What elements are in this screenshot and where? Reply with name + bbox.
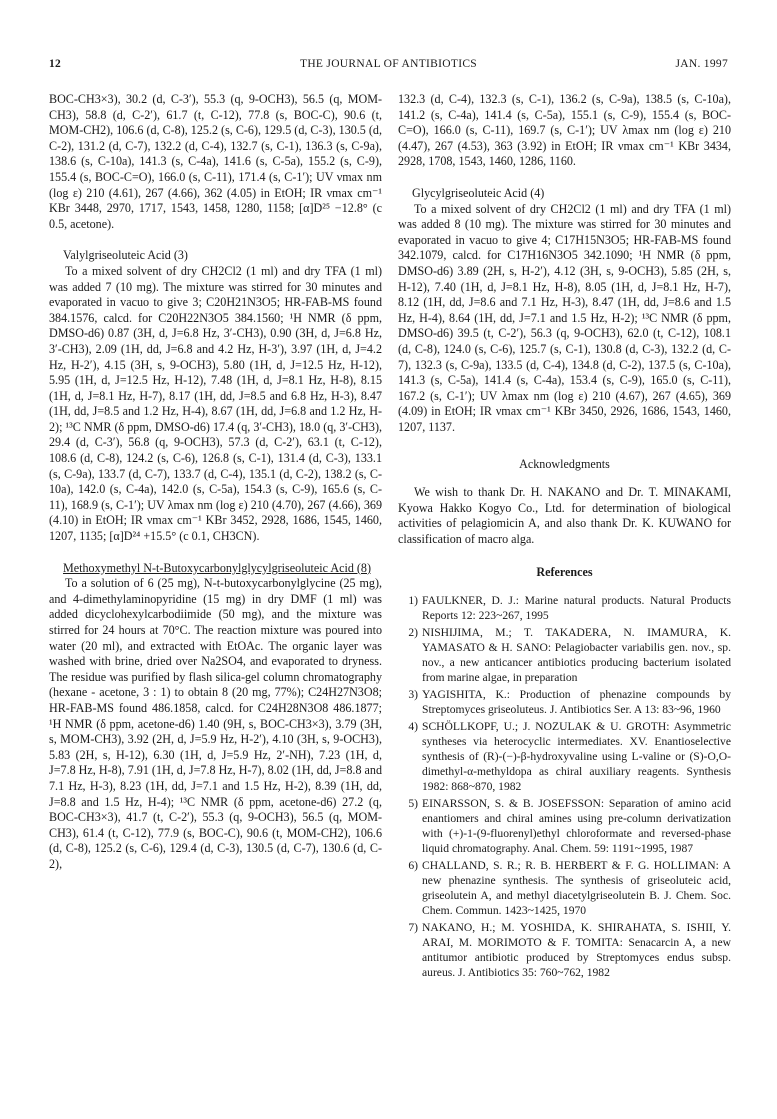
reference-number: 1) bbox=[408, 594, 418, 608]
left-column bbox=[49, 92, 382, 873]
reference-text: YAGISHITA, K.: Production of phenazine compounds by Streptomyces griseoluteus. J. Antibiotics Ser. A 13: 83~96, 1960 bbox=[422, 688, 731, 717]
continued-paragraph-right: 132.3 (d, C-4), 132.3 (s, C-1), 136.2 (s, C-9a), 138.5 (s, C-10a), 141.2 (s, C-4a), 141.4 (s, C-5a), 155.1 (s, C-9), 155.4 (s, BOC-C=O), 166.0 (s, C-11), 169.7 (s, C-1′); UV λmax nm (log ε) 210 (4.47), 267 (4.53), 363 (3.92) in EtOH; IR νmax cm⁻¹ KBr 3434, 2928, 1708, 1543, 1460, 1286, 1160. bbox=[398, 92, 731, 169]
reference-item bbox=[398, 687, 731, 717]
reference-number: 5) bbox=[408, 797, 418, 811]
references-list bbox=[398, 593, 731, 980]
reference-text: NAKANO, H.; M. YOSHIDA, K. SHIRAHATA, S. ISHII, Y. ARAI, M. MORIMOTO & F. TOMITA: Senacarcin A, a new antitumor antibiotic produced by Streptomyces endus subsp. aureus. J. Antibiotics 35: 760~762, 1982 bbox=[422, 921, 731, 980]
reference-text: FAULKNER, D. J.: Marine natural products. Natural Products Reports 12: 223~267, 1995 bbox=[422, 594, 731, 623]
section-heading-valyl: Valylgriseoluteic Acid (3) bbox=[63, 248, 188, 263]
reference-item bbox=[398, 719, 731, 794]
reference-number: 7) bbox=[408, 921, 418, 935]
valyl-paragraph: To a mixed solvent of dry CH2Cl2 (1 ml) and dry TFA (1 ml) was added 7 (10 mg). The mixture was stirred for 30 minutes and evaporated in vacuo to give 3; C20H21N3O5; HR-FAB-MS found 384.1576, calcd. for C20H22N3O5 384.1560; ¹H NMR (δ ppm, DMSO-d6) 0.87 (3H, d, J=6.8 Hz, 3′-CH3), 0.90 (3H, d, J=6.8 Hz, 3′-CH3), 2.09 (1H, dd, J=6.8 and 4.2 Hz, H-3′), 3.97 (1H, d, J=4.2 Hz, H-2′), 4.15 (3H, s, 9-OCH3), 5.80 (1H, d, J=12.5 Hz, H-12), 5.95 (1H, d, J=12.5 Hz, H-12), 7.48 (1H, d, J=8.1 Hz, H-8), 8.15 (1H, d, J=8.1 Hz, H-7), 8.17 (1H, dd, J=8.5 and 6.8 Hz, H-3), 8.47 (1H, dd, J=8.5 and 1.2 Hz, H-4), 8.67 (1H, dd, J=6.8 and 1.2 Hz, H-2); ¹³C NMR (δ ppm, DMSO-d6) 17.4 (q, 3′-CH3), 18.0 (q, 3′-CH3), 29.4 (d, C-3′), 56.8 (q, 9-OCH3), 57.3 (d, C-2′), 63.1 (t, C-12), 108.6 (d, C-8), 124.2 (s, C-6), 126.8 (s, C-1), 131.4 (d, C-3), 133.1 (s, C-9a), 133.7 (d, C-7), 133.7 (d, C-4), 135.1 (d, C-2), 138.2 (s, C-10a), 142.0 (s, C-4a), 142.0 (s, C-5a), 154.3 (s, C-9), 165.6 (s, C-11), 168.9 (s, C-1′); UV λmax nm (log ε) 210 (4.70), 267 (4.66), 369 (4.10) in EtOH; IR νmax cm⁻¹ KBr 3452, 2928, 1686, 1545, 1460, 1207, 1135; [α]D²⁴ +15.5° (c 0.1, CH3CN). bbox=[49, 263, 382, 544]
reference-number: 2) bbox=[408, 626, 418, 640]
reference-item bbox=[398, 858, 731, 918]
reference-text: EINARSSON, S. & B. JOSEFSSON: Separation of amino acid enantiomers and chiral amines using pre-column derivatization with (+)-1-(9-fluorenyl)ethyl chloroformate and reversed-phase liquid chromatography. Anal. Chem. 59: 1191~1995, 1987 bbox=[422, 797, 731, 856]
reference-item bbox=[398, 593, 731, 623]
reference-text: SCHÖLLKOPF, U.; J. NOZULAK & U. GROTH: Asymmetric syntheses via heterocyclic intermediates. XV. Enantioselective synthesis of (R)-(−)-β-hydroxyvaline using L-valine or (S)-O,O-dimethyl-α-methyldopa as chiral auxiliary reagents. Synthesis 1982: 868~870, 1982 bbox=[422, 720, 731, 794]
running-header bbox=[49, 58, 728, 74]
methoxymethyl-paragraph: To a solution of 6 (25 mg), N-t-butoxycarbonylglycine (25 mg), and 4-dimethylaminopyridine (15 mg) in dry DMF (1 ml) was added dicyclohexylcarbodiimide (50 mg), and the mixture was stirred for 24 hours at 70°C. The reaction mixture was poured into water (20 ml), and extracted with EtOAc. The organic layer was washed with brine, dried over Na2SO4, and evaporated to dryness. The residue was purified by flash silica-gel column chromatography (hexane - acetone, 3 : 1) to obtain 8 (20 mg, 77%); C24H27N3O8; HR-FAB-MS found 486.1858, calcd. for C24H28N3O8 486.1877; ¹H NMR (δ ppm, acetone-d6) 1.40 (9H, s, BOC-CH3×3), 3.79 (3H, s, MOM-CH3), 3.92 (2H, d, J=5.9 Hz, H-2′), 4.10 (3H, s, 9-OCH3), 5.83 (2H, s, H-12), 6.30 (1H, d, J=5.9 Hz, 2′-NH), 7.23 (1H, d, J=7.8 Hz, H-8), 7.91 (1H, d, J=7.8 Hz, H-7), 8.02 (1H, dd, J=8.8 and 7.1 Hz, H-3), 8.23 (1H, dd, J=7.1 and 1.5 Hz, H-2), 8.39 (1H, dd, J=8.8 and 1.5 Hz, H-4); ¹³C NMR (δ ppm, acetone-d6) 27.2 (q, BOC-CH3×3), 41.7 (t, C-2′), 55.3 (q, 9-OCH3), 56.5 (q, MOM-CH3), 61.4 (t, C-12), 77.9 (s, BOC-C), 90.6 (t, MOM-CH2), 106.6 (d, C-8), 125.2 (s, C-6), 129.4 (d, C-3), 130.5 (d, C-7), 130.6 (d, C-2), bbox=[49, 576, 382, 871]
right-column bbox=[398, 92, 731, 982]
continued-paragraph: BOC-CH3×3), 30.2 (d, C-3′), 55.3 (q, 9-OCH3), 56.5 (q, MOM-CH3), 58.8 (d, C-2′), 61.7 (t, C-12), 77.8 (s, BOC-C), 90.6 (t, MOM-CH2), 106.6 (d, C-8), 125.2 (s, C-6), 129.5 (d, C-3), 130.5 (d, C-2), 131.2 (d, C-7), 132.2 (d, C-4), 132.7 (s, C-1), 136.3 (s, C-9a), 138.6 (s, C-10a), 141.3 (s, C-4a), 141.6 (s, C-5a), 155.2 (s, C-9), 155.4 (s, BOC-C=O), 166.0 (s, C-11), 171.4 (s, C-1′); UV νmax nm (log ε) 210 (4.61), 267 (4.66), 362 (4.05) in EtOH; IR νmax cm⁻¹ KBr 3448, 2970, 1717, 1543, 1458, 1280, 1158; [α]D²⁵ −12.8° (c 0.5, acetone). bbox=[49, 92, 382, 231]
section-heading-glycyl: Glycylgriseoluteic Acid (4) bbox=[412, 185, 545, 200]
acknowledgments-title: Acknowledgments bbox=[519, 457, 610, 472]
reference-item bbox=[398, 920, 731, 980]
reference-text: CHALLAND, S. R.; R. B. HERBERT & F. G. HOLLIMAN: A new phenazine synthesis. The synthesis of griseoluteic acid, griseolutein A, and methyl diacetylgriseolutein B. J. Chem. Soc. Chem. Commun. 1423~1425, 1970 bbox=[422, 859, 731, 918]
section-heading-methoxymethyl: Methoxymethyl N-t-Butoxycarbonylglycylgriseoluteic Acid (8) bbox=[63, 560, 371, 575]
glycyl-paragraph: To a mixed solvent of dry CH2Cl2 (1 ml) and dry TFA (1 ml) was added 8 (10 mg). The mixture was stirred for 30 minutes and evaporated in vacuo to give 4; C17H15N3O5; HR-FAB-MS found 342.1079, calcd. for C17H16N3O5 342.1090; ¹H NMR (δ ppm, DMSO-d6) 3.89 (2H, s, H-2′), 4.12 (3H, s, 9-OCH3), 5.85 (2H, s, H-12), 7.40 (1H, d, J=8.1 Hz, H-8), 8.05 (1H, d, J=8.1 Hz, H-7), 8.12 (1H, dd, J=8.6 and 7.1 Hz, H-3), 8.47 (1H, dd, J=8.6 and 1.5 Hz, H-4), 8.64 (1H, dd, J=7.1 and 1.5 Hz, H-2); ¹³C NMR (δ ppm, DMSO-d6) 39.5 (t, C-2′), 56.3 (q, 9-OCH3), 62.0 (t, C-12), 108.1 (d, C-8), 124.0 (s, C-6), 125.7 (s, C-1), 130.8 (d, C-3), 132.2 (d, C-7), 132.3 (s, C-9a), 133.5 (d, C-4), 134.8 (d, C-2), 137.5 (s, C-10a), 141.3 (s, C-5a), 141.4 (s, C-4a), 153.4 (s, C-9), 165.0 (s, C-11), 167.2 (s, C-1′); UV λmax nm (log ε) 210 (4.67), 267 (4.65), 369 (4.09) in EtOH; IR νmax cm⁻¹ KBr 3450, 2926, 1686, 1543, 1460, 1207, 1137. bbox=[398, 201, 731, 434]
reference-item bbox=[398, 625, 731, 685]
journal-title: THE JOURNAL OF ANTIBIOTICS bbox=[300, 58, 477, 70]
references-title: References bbox=[536, 565, 593, 580]
reference-number: 4) bbox=[408, 720, 418, 734]
reference-item bbox=[398, 796, 731, 856]
page-number: 12 bbox=[49, 58, 62, 70]
reference-number: 3) bbox=[408, 688, 418, 702]
reference-text: NISHIJIMA, M.; T. TAKADERA, N. IMAMURA, K. YAMASATO & H. SANO: Pelagiobacter variabilis gen. nov., sp. nov., a new anticancer antibiotics producing bacterium isolated from marine algae, in preparation bbox=[422, 626, 731, 685]
acknowledgments-text: We wish to thank Dr. H. NAKANO and Dr. T. MINAKAMI, Kyowa Hakko Kogyo Co., Ltd. for determination of biological activities of pelagiomicin A, and also thank Dr. K. KUWANO for classification of macro alga. bbox=[398, 485, 731, 546]
reference-number: 6) bbox=[408, 859, 418, 873]
issue-date: JAN. 1997 bbox=[675, 58, 728, 70]
